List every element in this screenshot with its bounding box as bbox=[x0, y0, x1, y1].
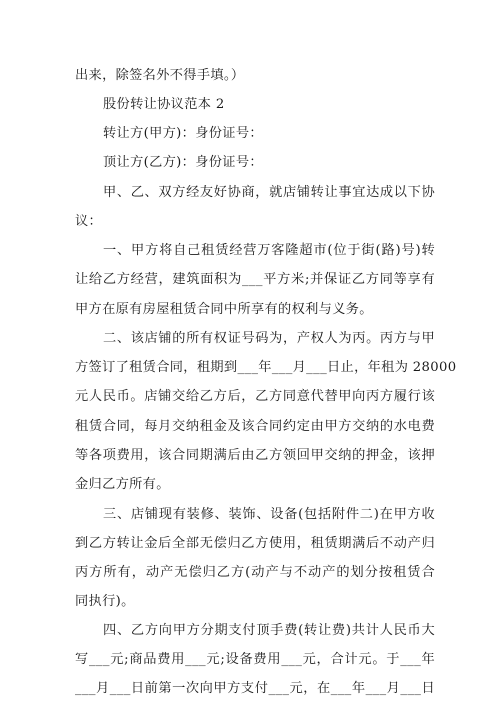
preamble-line: 议： bbox=[75, 214, 103, 229]
clause-4-line: ___月___日前第一次向甲方支付___元，在___年___月___日 bbox=[75, 681, 435, 696]
transferor-line: 转让方(甲方)：身份证号： bbox=[103, 126, 263, 141]
document-title: 股份转让协议范本 2 bbox=[103, 97, 225, 112]
clause-3-line: 同执行)。 bbox=[75, 594, 135, 609]
clause-2-line: 租赁合同，每月交纳租金及该合同约定由甲方交纳的水电费 bbox=[75, 419, 435, 434]
clause-2-line: 等各项费用，该合同期满后由乙方领回甲交纳的押金，该押 bbox=[75, 448, 435, 463]
clause-3-line: 三、店铺现有装修、装饰、设备(包括附件二)在甲方收 bbox=[103, 507, 435, 522]
continuation-line: 出来，除签名外不得手填。） bbox=[75, 68, 245, 83]
transferee-line: 顶让方(乙方)：身份证号： bbox=[103, 155, 263, 170]
clause-2-line: 元人民币。店铺交给乙方后，乙方同意代替甲向丙方履行该 bbox=[75, 389, 435, 404]
clause-2-line: 方签订了租赁合同，租期到___年___月___日止，年租为 28000 bbox=[75, 360, 457, 375]
clause-3-line: 丙方所有，动产无偿归乙方(动产与不动产的划分按租赁合 bbox=[75, 565, 435, 580]
clause-4-line: 写___元;商品费用___元;设备费用___元，合计元。于___年 bbox=[75, 652, 435, 667]
clause-3-line: 到乙方转让金后全部无偿归乙方使用，租赁期满后不动产归 bbox=[75, 536, 435, 551]
clause-2-line: 金归乙方所有。 bbox=[75, 477, 170, 492]
preamble-line: 甲、乙、双方经友好协商，就店铺转让事宜达成以下协 bbox=[103, 185, 435, 200]
clause-1-line: 甲方在原有房屋租赁合同中所享有的权利与义务。 bbox=[75, 302, 373, 317]
clause-1-line: 让给乙方经营，建筑面积为___平方米;并保证乙方同等享有 bbox=[75, 272, 435, 287]
clause-2-line: 二、该店铺的所有权证号码为，产权人为丙。丙方与甲 bbox=[103, 331, 435, 346]
clause-1-line: 一、甲方将自己租赁经营万客隆超市(位于街(路)号)转 bbox=[103, 243, 435, 258]
clause-4-line: 四、乙方向甲方分期支付顶手费(转让费)共计人民币大 bbox=[103, 623, 435, 638]
